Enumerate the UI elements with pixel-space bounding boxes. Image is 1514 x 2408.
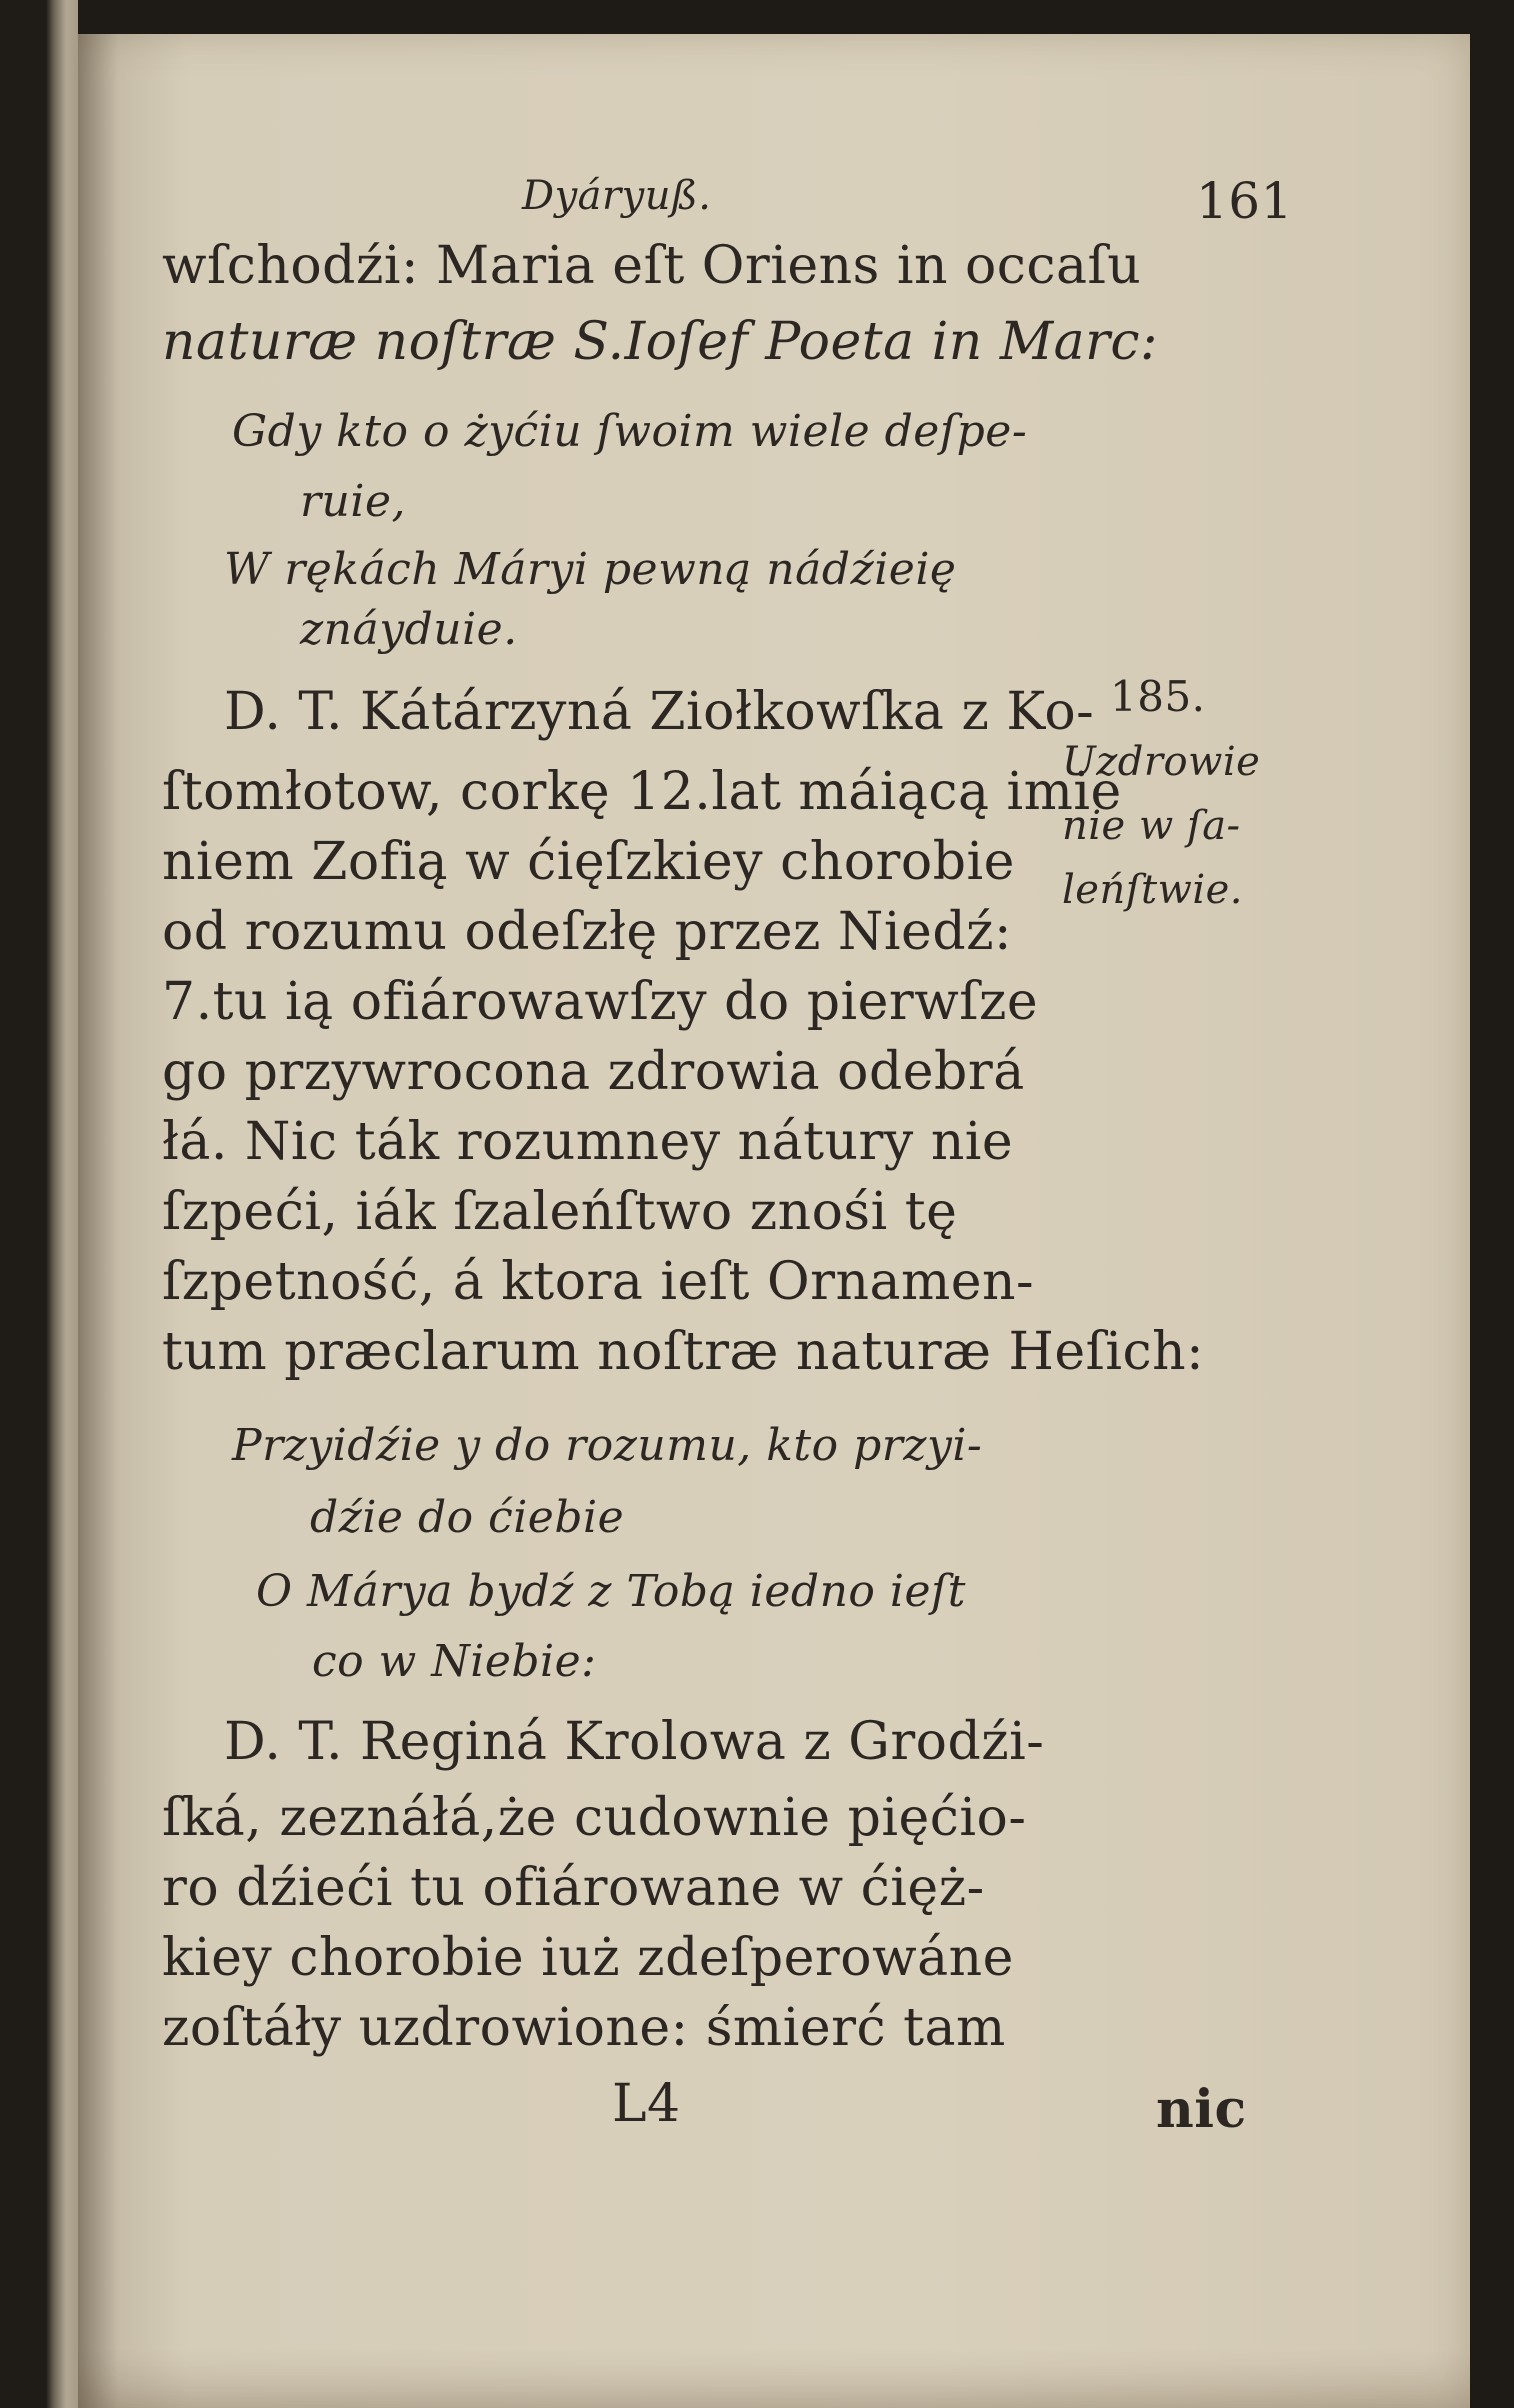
text-line-1: wſchodźi: Maria eſt Oriens in occaſu: [162, 236, 1142, 296]
running-head: Dyáryuß.: [522, 173, 712, 219]
verse-line-8: co w Niebie:: [312, 1636, 597, 1687]
text-line-11: 7.tu ią ofiárowawſzy do pierwſze: [162, 972, 1039, 1032]
margin-note-line-3: leńſtwie.: [1062, 867, 1244, 913]
verse-line-5: Przyidźie y do rozumu, kto przyi-: [232, 1420, 983, 1471]
text-line-8: ſtomłotow, corkę 12.lat máiącą imie: [162, 762, 1122, 822]
text-line-10: od rozumu odeſzłę przez Niedź:: [162, 902, 1013, 962]
text-line-24: kiey chorobie iuż zdeſperowáne: [162, 1928, 1014, 1988]
signature-mark: L4: [612, 2074, 681, 2134]
text-line-9: niem Zofią w ćięſzkiey chorobie: [162, 832, 1015, 892]
catchword: nic: [1156, 2079, 1247, 2140]
margin-note-line-2: nie w ſa-: [1062, 803, 1241, 849]
margin-note-line-1: Uzdrowie: [1062, 739, 1261, 785]
text-line-25: zoſtáły uzdrowione: śmierć tam: [162, 1998, 1006, 2058]
text-line-16: tum præclarum noſtræ naturæ Heſich:: [162, 1322, 1205, 1382]
text-line-21: D. T. Reginá Krolowa z Grodźi-: [224, 1712, 1045, 1772]
verse-line-2: ruie,: [300, 476, 406, 527]
facing-page-edge: [0, 0, 78, 2408]
verse-line-6: dźie do ćiebie: [310, 1492, 625, 1543]
text-line-15: ſzpetność, á ktora ieſt Ornamen-: [162, 1252, 1035, 1312]
text-line-2: naturæ noſtræ S.Ioſef Poeta in Marc:: [162, 312, 1159, 372]
margin-entry-number: 185.: [1110, 672, 1206, 721]
verse-line-7: O Márya bydź z Tobą iedno ieſt: [256, 1566, 966, 1617]
text-line-14: ſzpeći, iák ſzaleńſtwo znośi tę: [162, 1182, 958, 1242]
text-line-22: ſká, zeznáłá,że cudownie pięćio-: [162, 1788, 1027, 1848]
verse-line-1: Gdy kto o żyćiu ſwoim wiele deſpe-: [232, 406, 1028, 457]
text-line-23: ro dźieći tu ofiárowane w ćięż-: [162, 1858, 985, 1918]
verse-line-4: znáyduie.: [300, 604, 518, 655]
page-number: 161: [1196, 172, 1293, 230]
text-line-13: łá. Nic ták rozumney nátury nie: [162, 1112, 1014, 1172]
text-line-7: D. T. Kátárzyná Ziołkowſka z Ko-: [224, 682, 1095, 742]
text-line-12: go przywrocona zdrowia odebrá: [162, 1042, 1025, 1102]
verse-line-3: W rękách Máryi pewną nádźieię: [224, 544, 957, 595]
